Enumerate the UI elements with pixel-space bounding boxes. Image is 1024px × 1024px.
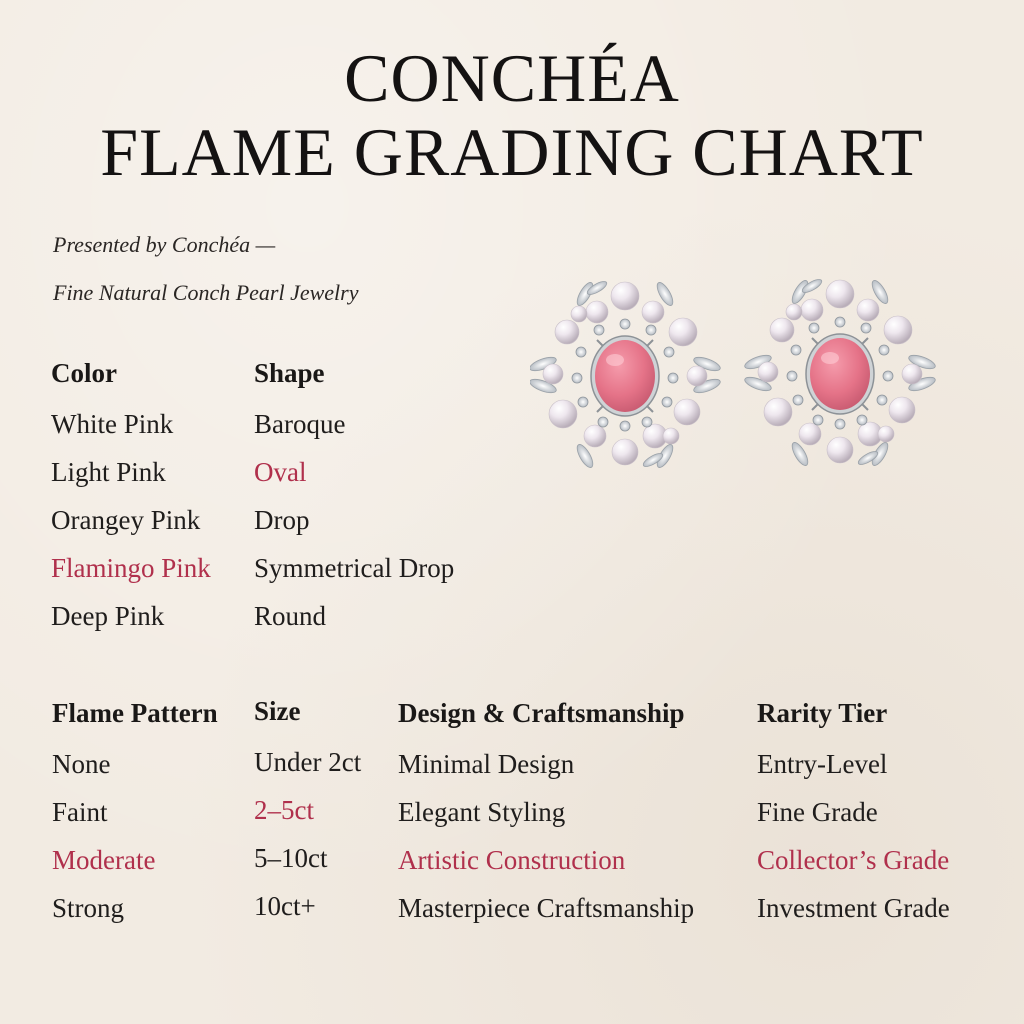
shape-item-selected: Oval [254, 457, 307, 487]
size-item-selected: 2–5ct [254, 795, 314, 825]
design-item: Minimal Design [398, 749, 575, 779]
color-item: Deep Pink [51, 601, 165, 631]
rarity-header: Rarity Tier [757, 698, 888, 728]
shape-item: Round [254, 601, 327, 631]
rarity-item-selected: Collector’s Grade [757, 845, 950, 875]
color-column [51, 356, 211, 648]
color-item: Light Pink [51, 457, 166, 487]
size-header: Size [254, 696, 301, 726]
color-header: Color [51, 358, 117, 388]
shape-column [254, 356, 454, 648]
rarity-item: Entry-Level [757, 749, 888, 779]
page-title: FLAME GRADING CHART [100, 114, 924, 190]
design-item: Masterpiece Craftsmanship [398, 893, 695, 923]
flame-item: None [52, 749, 111, 779]
size-item: 10ct+ [254, 891, 316, 921]
presented-tagline: Fine Natural Conch Pearl Jewelry [53, 280, 359, 305]
rarity-column [757, 696, 950, 940]
presented-by: Presented by Conchéa — [53, 232, 276, 257]
color-item: White Pink [51, 409, 174, 439]
page-title-brand: CONCHÉA [344, 40, 680, 116]
design-item: Elegant Styling [398, 797, 566, 827]
size-item: 5–10ct [254, 843, 328, 873]
color-item: Orangey Pink [51, 505, 201, 535]
earrings-image [530, 262, 950, 492]
size-column [254, 694, 361, 938]
color-item-selected: Flamingo Pink [51, 553, 211, 583]
design-item-selected: Artistic Construction [398, 845, 626, 875]
design-column [398, 696, 694, 940]
flame-column [52, 696, 218, 940]
flame-item: Strong [52, 893, 125, 923]
shape-item: Drop [254, 505, 310, 535]
rarity-item: Fine Grade [757, 797, 878, 827]
rarity-item: Investment Grade [757, 893, 950, 923]
flame-header: Flame Pattern [52, 698, 218, 728]
flame-item: Faint [52, 797, 108, 827]
shape-item: Symmetrical Drop [254, 553, 455, 583]
size-item: Under 2ct [254, 747, 362, 777]
flame-item-selected: Moderate [52, 845, 156, 875]
design-header: Design & Craftsmanship [398, 698, 685, 728]
shape-header: Shape [254, 358, 325, 388]
shape-item: Baroque [254, 409, 346, 439]
